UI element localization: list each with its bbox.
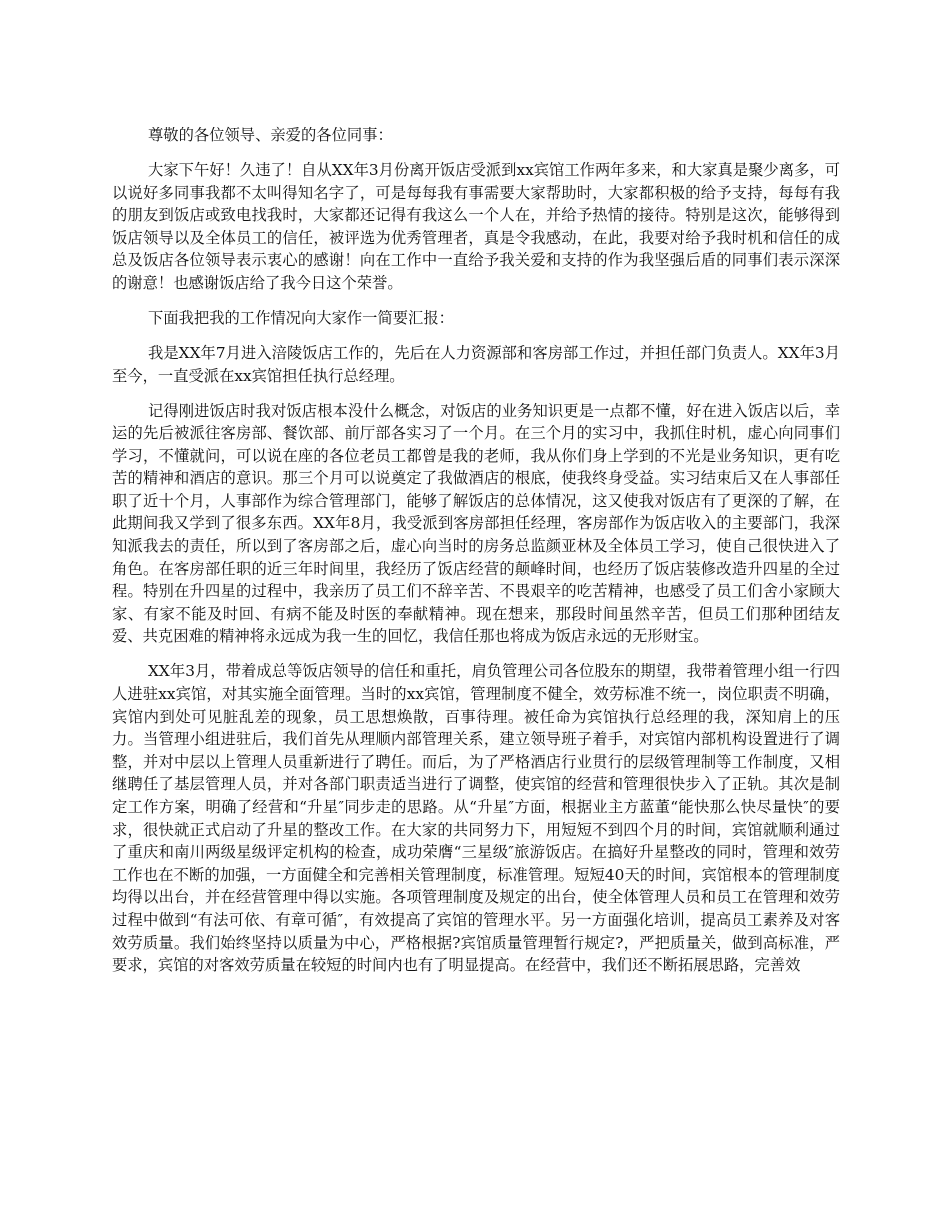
document-body — [112, 124, 840, 989]
paragraph-intro: 下面我把我的工作情况向大家作一简要汇报： — [148, 308, 454, 327]
paragraph-greeting: 大家下午好！久违了！自从XX年3月份离开饭店受派到xx宾馆工作两年多来，和大家真是聚少离多，可以说好多同事我都不太叫得知名字了，可是每每我有事需要大家帮助时，大家都积极的给予支持，每每有我的朋友到饭店或致电找我时，大家都还记得有我这么一个人在，并给予热情的接待。特别是这次，能够得到饭店领导以及全体员工的信任，被评选为优秀管理者，真是令我感动，在此，我要对给予我时机和信任的成总及饭店各位领导表示衷心的感谢！向在工作中一直给予我关爱和支持的作为我坚强后盾的同事们表示深深的谢意！也感谢饭店给了我今日这个荣誉。 — [112, 160, 840, 292]
paragraph-early-career: 记得刚进饭店时我对饭店根本没什么概念，对饭店的业务知识更是一点都不懂，好在进入饭店以后，幸运的先后被派往客房部、餐饮部、前厅部各实习了一个月。在三个月的实习中，我抓住时机，虚心向同事们学习，不懂就问，可以说在座的各位老员工都曾是我的老师，我从你们身上学到的不光是业务知识，更有吃苦的精神和酒店的意识。那三个月可以说奠定了我做酒店的根底，使我终身受益。实习结束后又在人事部任职了近十个月，人事部作为综合管理部门，能够了解饭店的总体情况，这又使我对饭店有了更深的了解，在此期间我又学到了很多东西。XX年8月，我受派到客房部担任经理，客房部作为饭店收入的主要部门，我深知派我去的责任，所以到了客房部之后，虚心向当时的房务总监颜亚林及全体员工学习，使自己很快进入了角色。在客房部任职的近三年时间里，我经历了饭店经营的颠峰时间，也经历了饭店装修改造升四星的全过程。特别在升四星的过程中，我亲历了员工们不辞辛苦、不畏艰辛的吃苦精神，也感受了员工们舍小家顾大家、有家不能及时回、有病不能及时医的奉献精神。现在想来，那段时间虽然辛苦，但员工们那种团结友爱、共克困难的精神将永远成为我一生的回忆，我信任那也将成为饭店永远的无形财宝。 — [112, 401, 840, 646]
paragraph-hotel-management: XX年3月，带着成总等饭店领导的信任和重托，肩负管理公司各位股东的期望，我带着管理小组一行四人进驻xx宾馆，对其实施全面管理。当时的xx宾馆，管理制度不健全，效劳标准不统一，岗位职责不明确，宾馆内到处可见脏乱差的现象，员工思想焕散，百事待理。被任命为宾馆执行总经理的我，深知肩上的压力。当管理小组进驻后，我们首先从理顺内部管理关系，建立领导班子着手，对宾馆内部机构设置进行了调整，并对中层以上管理人员重新进行了聘任。而后，为了严格酒店行业贯行的层级管理制等工作制度，又相继聘任了基层管理人员，并对各部门职责适当进行了调整，使宾馆的经营和管理很快步入了正轨。其次是制定工作方案，明确了经营和“升星″同步走的思路。从“升星″方面，根据业主方蓝董“能快那么快尽量快″的要求，很快就正式启动了升星的整改工作。在大家的共同努力下，用短短不到四个月的时间，宾馆就顺利通过了重庆和南川两级星级评定机构的检查，成功荣膺“三星级″旅游饭店。在搞好升星整改的同时，管理和效劳工作也在不断的加强，一方面健全和完善相关管理制度，标准管理。短短40天的时间，宾馆根本的管理制度均得以出台，并在经营管理中得以实施。各项管理制度及规定的出台，使全体管理人员和员工在管理和效劳过程中做到“有法可依、有章可循″，有效提高了宾馆的管理水平。另一方面强化培训，提高员工素养及对客效劳质量。我们始终坚持以质量为中心，严格根据?宾馆质量管理暂行规定?，严把质量关，做到高标准，严要求，宾馆的对客效劳质量在较短的时间内也有了明显提高。在经营中，我们还不断拓展思路，完善效 — [112, 662, 840, 975]
salutation: 尊敬的各位领导、亲爱的各位同事： — [148, 126, 393, 144]
paragraph-background: 我是XX年7月进入涪陵饭店工作的，先后在人力资源部和客房部工作过，并担任部门负责人。XX年3月至今，一直受派在xx宾馆担任执行总经理。 — [112, 343, 840, 385]
